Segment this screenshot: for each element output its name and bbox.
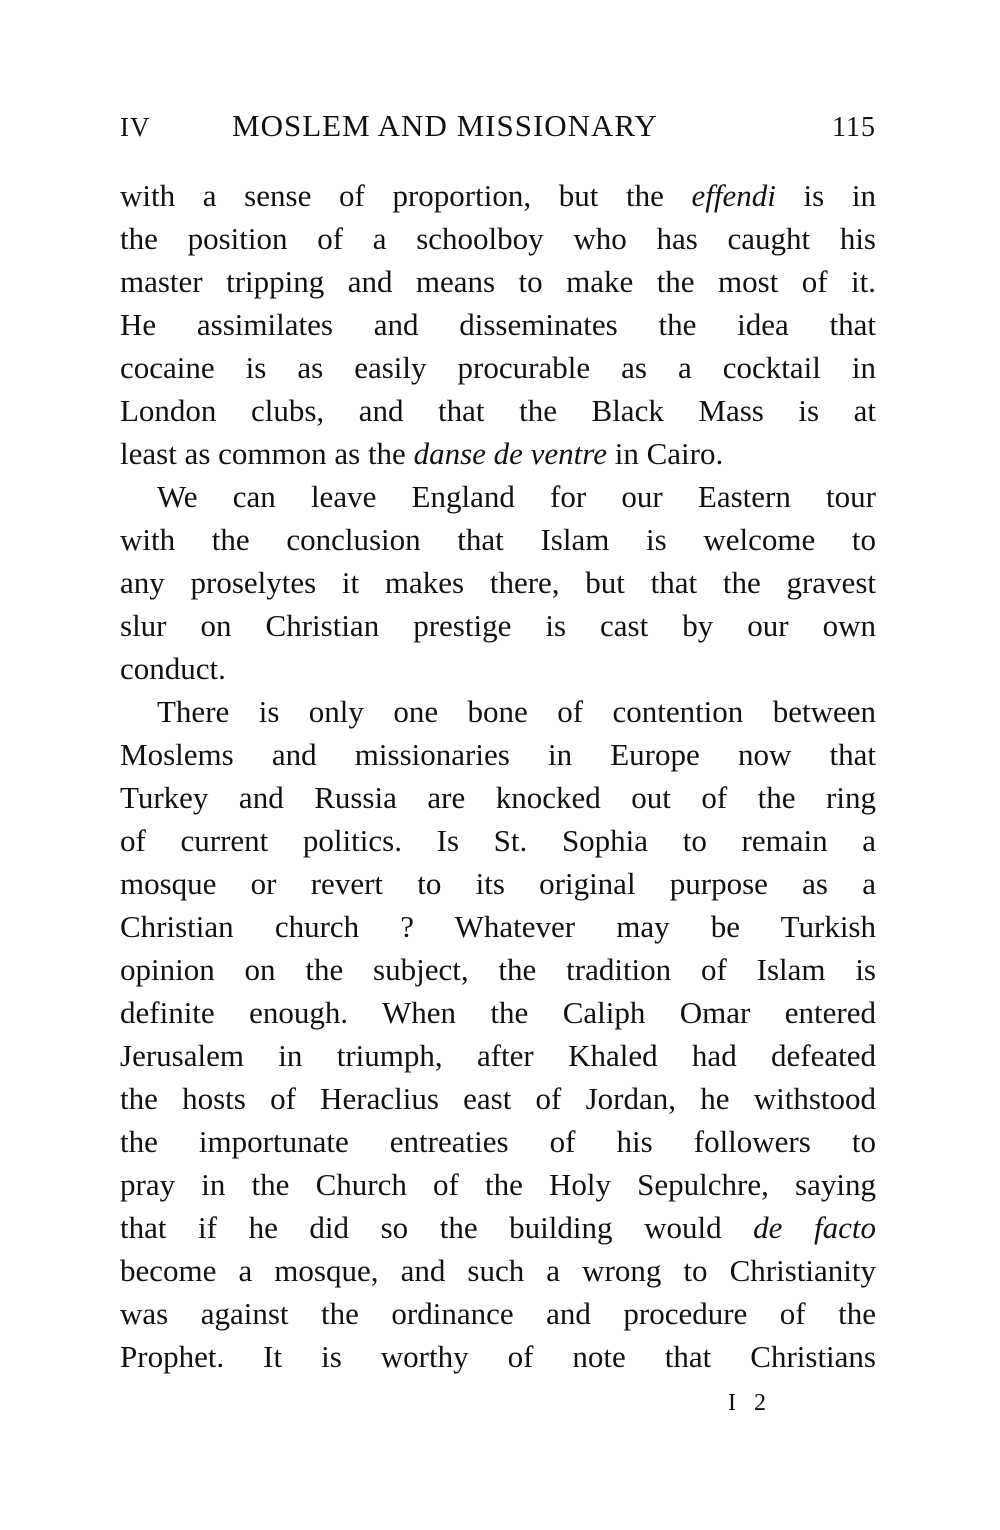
text-segment: is in [775, 178, 876, 213]
text-line [120, 389, 876, 432]
text-line [120, 1249, 876, 1292]
body-text [120, 174, 876, 1378]
text-line [120, 475, 876, 518]
text-line [120, 819, 876, 862]
text-segment: opinion on the subject, the tradition of Islam is [120, 952, 876, 987]
text-line [120, 1077, 876, 1120]
text-segment: definite enough. When the Caliph Omar entered [120, 995, 876, 1030]
text-line [120, 948, 876, 991]
text-segment: that if he did so the building would [120, 1210, 754, 1245]
text-segment: the importunate entreaties of his followers to [120, 1124, 876, 1159]
italic-text: danse de ventre [413, 436, 607, 471]
text-line [120, 1120, 876, 1163]
text-segment: conduct. [120, 651, 226, 686]
text-segment: Prophet. It is worthy of note that Christians [120, 1339, 876, 1374]
text-segment: was against the ordinance and procedure of the [120, 1296, 876, 1331]
text-segment: master tripping and means to make the most of it. [120, 264, 876, 299]
text-segment: Moslems and missionaries in Europe now that [120, 737, 876, 772]
text-line [120, 991, 876, 1034]
text-segment: the position of a schoolboy who has caught his [120, 221, 876, 256]
text-segment: Jerusalem in triumph, after Khaled had defeated [120, 1038, 876, 1073]
text-segment: pray in the Church of the Holy Sepulchre, saying [120, 1167, 876, 1202]
text-line [120, 1292, 876, 1335]
text-line [120, 432, 876, 475]
text-line [120, 905, 876, 948]
text-segment: with a sense of proportion, but the [120, 178, 692, 213]
text-segment: London clubs, and that the Black Mass is at [120, 393, 876, 428]
running-header [120, 108, 876, 152]
text-line [120, 776, 876, 819]
text-line [120, 174, 876, 217]
text-segment: mosque or revert to its original purpose as a [120, 866, 876, 901]
italic-text: effendi [691, 178, 776, 213]
text-line [120, 1034, 876, 1077]
text-line [120, 260, 876, 303]
running-title: MOSLEM AND MISSIONARY [232, 108, 658, 143]
text-segment: of current politics. Is St. Sophia to remain a [120, 823, 876, 858]
text-line [120, 690, 876, 733]
text-segment: We can leave England for our Eastern tour [157, 479, 876, 514]
text-segment: Christian church ? Whatever may be Turkish [120, 909, 876, 944]
text-segment: the hosts of Heraclius east of Jordan, he withstood [120, 1081, 876, 1116]
text-line [120, 303, 876, 346]
text-line [120, 518, 876, 561]
text-line [120, 604, 876, 647]
text-line [120, 862, 876, 905]
text-line [120, 1163, 876, 1206]
chapter-number: IV [120, 112, 151, 142]
text-segment: least as common as the [120, 436, 414, 471]
text-segment: Turkey and Russia are knocked out of the ring [120, 780, 876, 815]
text-line [120, 1206, 876, 1249]
text-segment: become a mosque, and such a wrong to Christianity [120, 1253, 876, 1288]
page-number: 115 [832, 112, 876, 143]
text-line [120, 561, 876, 604]
text-segment: with the conclusion that Islam is welcome to [120, 522, 876, 557]
text-segment: There is only one bone of contention between [157, 694, 876, 729]
text-line [120, 346, 876, 389]
signature-mark: I 2 [728, 1390, 772, 1416]
text-segment: in Cairo. [606, 436, 724, 471]
text-line [120, 1335, 876, 1378]
text-line [120, 647, 876, 690]
text-segment: He assimilates and disseminates the idea that [120, 307, 876, 342]
italic-text: de facto [753, 1210, 876, 1245]
text-line [120, 733, 876, 776]
text-segment: any proselytes it makes there, but that the gravest [120, 565, 876, 600]
text-segment: slur on Christian prestige is cast by our own [120, 608, 876, 643]
text-segment: cocaine is as easily procurable as a cocktail in [120, 350, 876, 385]
text-line [120, 217, 876, 260]
